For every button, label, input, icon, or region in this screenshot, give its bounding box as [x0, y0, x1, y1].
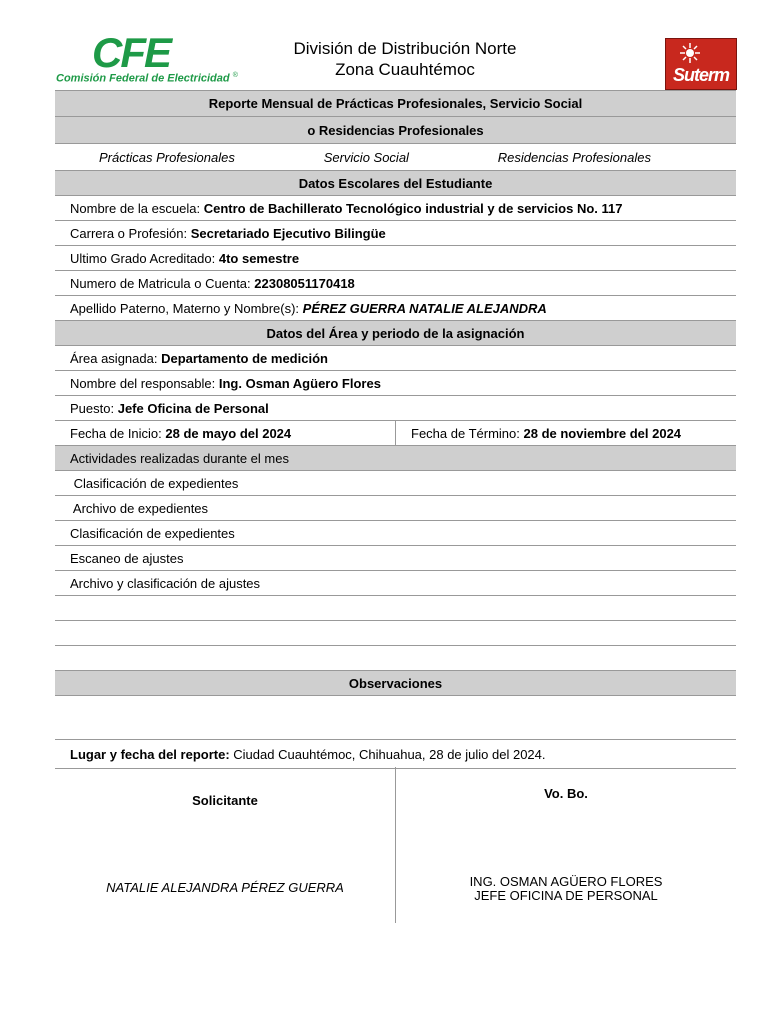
field-manager [55, 371, 736, 396]
start-date-value: 28 de mayo del 2024 [165, 425, 292, 441]
enrollment-label: Numero de Matricula o Cuenta: [70, 275, 251, 291]
zone-title: Zona Cuauhtémoc [335, 60, 475, 79]
option-practicas[interactable]: Prácticas Profesionales [99, 149, 235, 165]
start-date-cell [55, 421, 395, 445]
approver-role: Vo. Bo. [544, 786, 588, 801]
area-value: Departamento de medición [161, 350, 328, 366]
approver-name: ING. OSMAN AGÜERO FLORES [469, 874, 663, 889]
student-name-label: Apellido Paterno, Materno y Nombre(s): [70, 300, 300, 316]
field-school [55, 196, 736, 221]
approver-signature [395, 767, 736, 923]
observations-body [55, 696, 736, 740]
school-value: Centro de Bachillerato Tecnológico industrial y de servicios No. 117 [203, 200, 623, 216]
end-date-value: 28 de noviembre del 2024 [523, 425, 682, 441]
activity-item: Escaneo de ajustes [55, 546, 736, 571]
activity-item: Clasificación de expedientes [55, 471, 736, 496]
school-label: Nombre de la escuela: [70, 200, 201, 216]
applicant-name: NATALIE ALEJANDRA PÉREZ GUERRA [106, 880, 344, 895]
activity-item [55, 596, 736, 621]
option-residencias[interactable]: Residencias Profesionales [497, 149, 651, 165]
student-name-value: PÉREZ GUERRA NATALIE ALEJANDRA [302, 300, 547, 316]
section-observations: Observaciones [55, 671, 736, 696]
cfe-logo [54, 29, 238, 88]
suterm-logo [665, 38, 737, 90]
grade-value: 4to semestre [218, 250, 300, 266]
end-date-cell [395, 421, 735, 445]
approver-title: JEFE OFICINA DE PERSONAL [474, 888, 658, 903]
activity-item: Archivo de expedientes [55, 496, 736, 521]
report-form [55, 90, 736, 769]
field-student-name [55, 296, 736, 321]
activity-item: Clasificación de expedientes [55, 521, 736, 546]
report-title-line2: o Residencias Profesionales [55, 117, 736, 144]
report-type-options [55, 144, 736, 171]
position-value: Jefe Oficina de Personal [117, 400, 269, 416]
manager-label: Nombre del responsable: [70, 375, 216, 391]
grade-label: Ultimo Grado Acreditado: [70, 250, 216, 266]
manager-value: Ing. Osman Agüero Flores [218, 375, 381, 391]
end-date-label: Fecha de Término: [411, 425, 520, 441]
field-enrollment [55, 271, 736, 296]
field-position [55, 396, 736, 421]
field-career [55, 221, 736, 246]
start-date-label: Fecha de Inicio: [70, 425, 162, 441]
option-servicio-social[interactable]: Servicio Social [323, 149, 409, 165]
enrollment-value: 22308051170418 [254, 275, 355, 291]
section-assignment: Datos del Área y periodo de la asignación [55, 321, 736, 346]
field-area [55, 346, 736, 371]
place-date-value: Ciudad Cuauhtémoc, Chihuahua, 28 de julio del 2024. [233, 746, 546, 762]
page-title [230, 38, 580, 80]
division-title: División de Distribución Norte [293, 39, 517, 58]
position-label: Puesto: [70, 400, 115, 416]
activity-item [55, 621, 736, 646]
suterm-emblem-icon [680, 43, 700, 63]
cfe-logo-name: Comisión Federal de Electricidad ® [56, 72, 238, 85]
signature-block [55, 767, 736, 923]
area-label: Área asignada: [70, 350, 158, 366]
suterm-logo-text: Suterm [672, 65, 729, 85]
place-date-label: Lugar y fecha del reporte: [70, 746, 230, 762]
field-dates [55, 421, 736, 446]
career-value: Secretariado Ejecutivo Bilingüe [190, 225, 386, 241]
career-label: Carrera o Profesión: [70, 225, 188, 241]
section-student: Datos Escolares del Estudiante [55, 171, 736, 196]
field-grade [55, 246, 736, 271]
activity-item [55, 646, 736, 671]
applicant-role: Solicitante [192, 793, 258, 808]
applicant-signature [55, 767, 395, 923]
cfe-logo-mark: CFE [92, 29, 170, 76]
section-activities [55, 446, 736, 471]
report-title-line1: Reporte Mensual de Prácticas Profesionales, Servicio Social [55, 90, 736, 117]
activity-item: Archivo y clasificación de ajustes [55, 571, 736, 596]
activities-heading: Actividades realizadas durante el mes [70, 450, 289, 466]
field-place-date [55, 740, 736, 769]
